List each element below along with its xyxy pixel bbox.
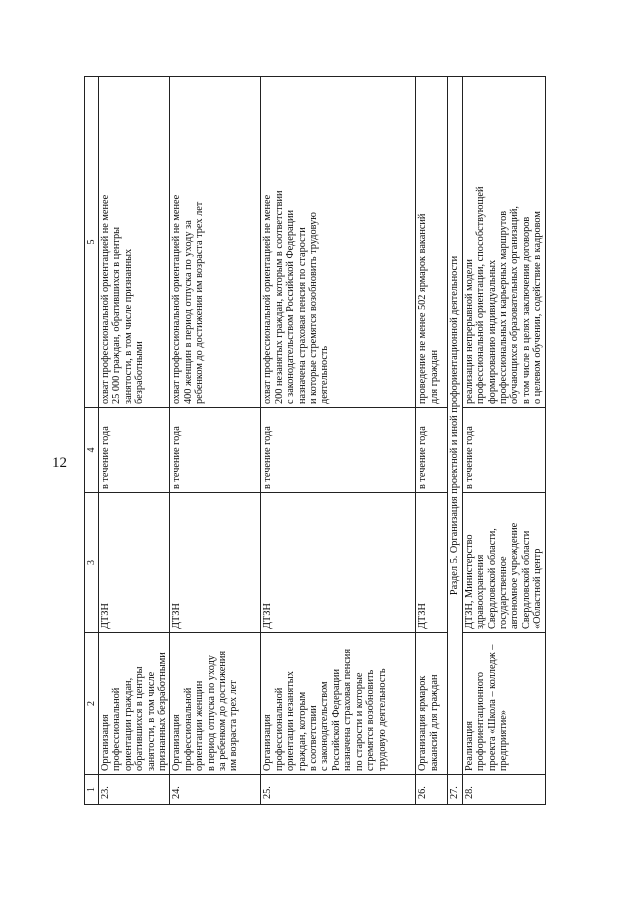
rotated-table-wrapper [84, 77, 544, 805]
table-row [416, 77, 448, 805]
term: в течение года [170, 408, 261, 493]
expected-result: охват профессиональной ориентацией не менее 200 незанятых граждан, которым в соответствии с законодательством Российской Федерации назначена страховая пенсия по старости и которые стремятся возобновить трудовую деятельность [261, 77, 416, 408]
expected-result: охват профессиональной ориентацией не менее 25 000 граждан, обратившихся в центры занятости, в том числе признанных безработными [99, 77, 170, 408]
activity-name: Организация профессиональной ориентации граждан, обратившихся в центры занятости, в том числе признанных безработными [99, 633, 170, 775]
executor: ДТЗН [99, 493, 170, 633]
col-header-1: 1 [85, 775, 99, 805]
section-title: Раздел 5. Организация проектной и иной профориентационной деятельности [448, 77, 462, 775]
activity-name: Организация профессиональной ориентации женщин в период отпуска по уходу за ребенком до достижения им возраста трех лет [170, 633, 261, 775]
header-row [85, 77, 99, 805]
expected-result: проведение не менее 502 ярмарок вакансий для граждан [416, 77, 448, 408]
col-header-3: 3 [85, 493, 99, 633]
table-row [170, 77, 261, 805]
term: в течение года [99, 408, 170, 493]
table-row [99, 77, 170, 805]
page-number: 12 [52, 455, 67, 471]
term: в течение года [416, 408, 448, 493]
activity-name: Реализация профориентационного проекта «Школа – колледж – предприятие» [462, 633, 545, 775]
col-header-4: 4 [85, 408, 99, 493]
term: в течение года [261, 408, 416, 493]
activity-name: Организация профессиональной ориентации незанятых граждан, которым в соответствии с законодательством Российской Федерации назначена страховая пенсия по старости и которые стремятся возобновить трудовую деятельность [261, 633, 416, 775]
row-number: 23. [99, 775, 170, 805]
row-number: 27. [448, 775, 462, 805]
executor: ДТЗН [416, 493, 448, 633]
row-number: 24. [170, 775, 261, 805]
row-number: 26. [416, 775, 448, 805]
table-row [462, 77, 545, 805]
executor: ДТЗН [261, 493, 416, 633]
row-number: 28. [462, 775, 545, 805]
expected-result: охват профессиональной ориентацией не менее 400 женщин в период отпуска по уходу за ребенком до достижения им возраста трех лет [170, 77, 261, 408]
table-row [261, 77, 416, 805]
executor: ДТЗН [170, 493, 261, 633]
expected-result: реализация непрерывной модели профессиональной ориентации, способствующей формированию индивидуальных профессиональных и карьерных маршрутов обучающихся образовательных организаций, в том числе в целях заключения договоров о целевом обучении, содействие в кадровом [462, 77, 545, 408]
executor: ДТЗН, Министерство здравоохранения Свердловской области, государственное автономное учреждение Свердловской области «Областной центр [462, 493, 545, 633]
term: в течение года [462, 408, 545, 493]
col-header-5: 5 [85, 77, 99, 408]
row-number: 25. [261, 775, 416, 805]
section-row [448, 77, 462, 805]
plan-table [84, 76, 546, 805]
activity-name: Организация ярмарок вакансий для граждан [416, 633, 448, 775]
col-header-2: 2 [85, 633, 99, 775]
